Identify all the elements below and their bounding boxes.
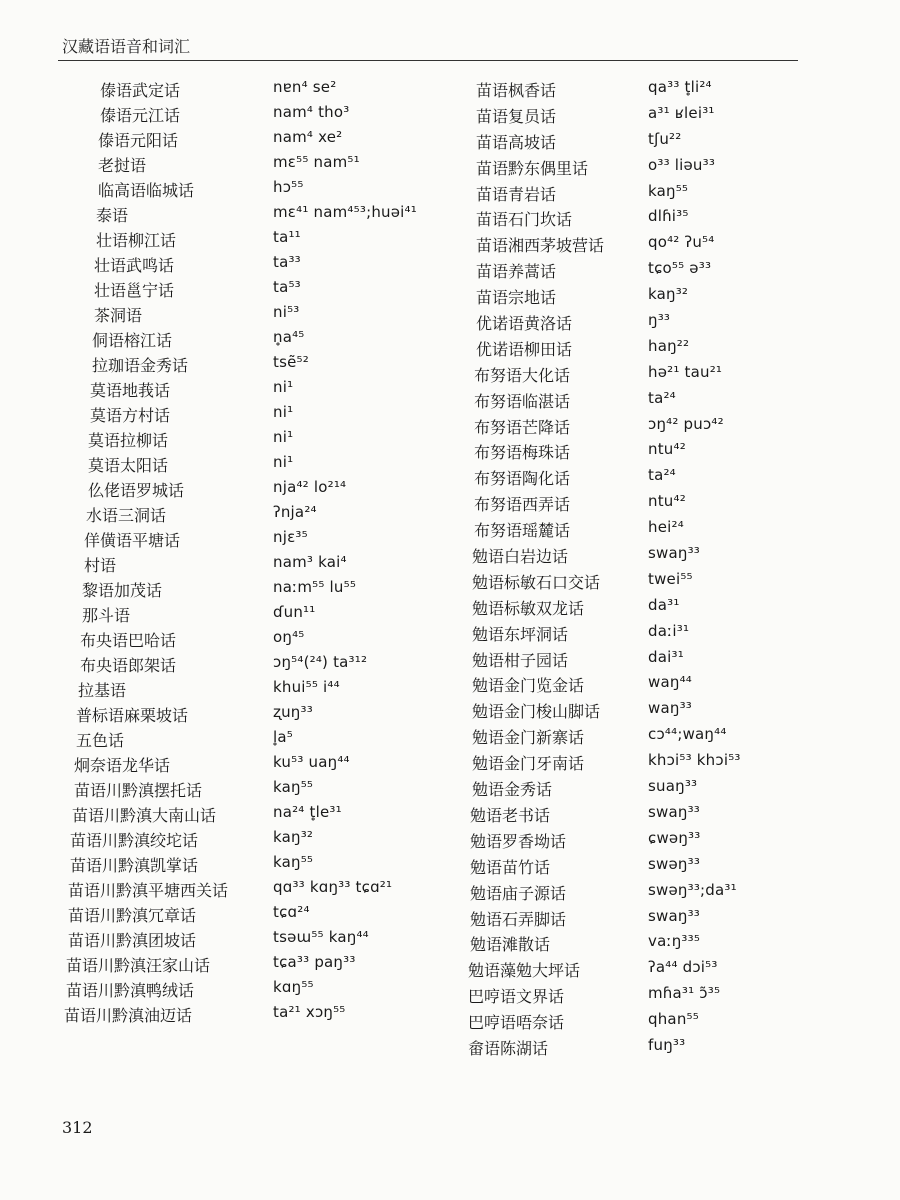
dialect-name: 莫语拉柳话: [88, 431, 169, 450]
pronunciation: nam⁴ tho³: [273, 103, 350, 121]
dialect-name: 苗语青岩话: [476, 184, 557, 204]
pronunciation: tsəɯ⁵⁵ kaŋ⁴⁴: [273, 928, 369, 946]
pronunciation: ni¹: [273, 453, 294, 471]
pronunciation: twei⁵⁵: [648, 569, 693, 588]
dialect-name: 泰语: [96, 206, 129, 225]
entry-row: [58, 878, 458, 903]
entry-row: [468, 855, 828, 881]
dialect-name: 佯僙语平塘话: [84, 531, 181, 550]
dialect-name: 勉语白岩边话: [472, 547, 569, 567]
entry-row: [468, 207, 828, 233]
pronunciation: hɔ⁵⁵: [273, 178, 304, 196]
pronunciation: hei²⁴: [648, 518, 684, 537]
pronunciation: oŋ⁴⁵: [273, 628, 305, 646]
dialect-name: 布努语大化话: [474, 365, 571, 385]
entry-row: [468, 648, 828, 674]
dialect-name: 那斗语: [82, 606, 131, 625]
dialect-name: 布央语郎架话: [80, 656, 177, 675]
dialect-name: 村语: [84, 556, 117, 575]
entry-row: [58, 478, 458, 503]
pronunciation: swaŋ³³: [648, 802, 701, 821]
running-header: 汉藏语语音和词汇: [62, 37, 191, 56]
entry-row: [468, 440, 828, 466]
pronunciation: dai³¹: [648, 647, 684, 666]
dialect-name: 巴哼语文界话: [468, 987, 565, 1007]
pronunciation: ɗun¹¹: [273, 603, 316, 621]
pronunciation: nam³ kai⁴: [273, 553, 347, 571]
entry-row: [58, 628, 458, 653]
pronunciation: qhan⁵⁵: [648, 1010, 699, 1029]
dialect-name: 勉语苗竹话: [470, 857, 551, 877]
pronunciation: tɕo⁵⁵ ə³³: [648, 259, 712, 278]
dialect-name: 布努语西弄话: [474, 495, 571, 515]
dialect-name: 莫语太阳话: [88, 456, 169, 475]
entry-row: [468, 622, 828, 648]
pronunciation: ni¹: [273, 403, 294, 421]
entry-row: [58, 378, 458, 403]
entry-row: [468, 259, 828, 285]
entry-row: [58, 78, 458, 103]
pronunciation: kaŋ⁵⁵: [648, 181, 689, 200]
entry-row: [468, 233, 828, 259]
header-rule: [58, 60, 798, 61]
dialect-name: 黎语加茂话: [82, 581, 163, 600]
entry-row: [468, 363, 828, 389]
dialect-name: 拉珈语金秀话: [92, 356, 189, 375]
dialect-name: 勉语金门牙南话: [472, 754, 585, 774]
entry-row: [468, 518, 828, 544]
pronunciation: ta³³: [273, 253, 301, 271]
pronunciation: o³³ liəu³³: [648, 155, 716, 174]
entry-row: [58, 528, 458, 553]
pronunciation: vaːŋ³³⁵: [648, 932, 701, 951]
entry-row: [468, 1010, 828, 1036]
entry-row: [58, 753, 458, 778]
entry-row: [58, 328, 458, 353]
dialect-name: 勉语石弄脚话: [470, 909, 567, 929]
left-column: [58, 78, 458, 1028]
pronunciation: mɛ⁵⁵ nam⁵¹: [273, 153, 360, 171]
dialect-name: 苗语湘西茅坡营话: [476, 236, 605, 256]
dialect-name: 侗语榕江话: [92, 331, 173, 350]
pronunciation: ɕwəŋ³³: [648, 828, 701, 847]
pronunciation: kɑŋ⁵⁵: [273, 978, 314, 996]
entry-row: [58, 503, 458, 528]
dialect-name: 勉语金门览金话: [472, 676, 585, 696]
pronunciation: hə²¹ tau²¹: [648, 362, 723, 381]
entry-row: [58, 703, 458, 728]
pronunciation: kaŋ⁵⁵: [273, 853, 314, 871]
entry-row: [58, 578, 458, 603]
entry-row: [468, 389, 828, 415]
dialect-name: 苗语石门坎话: [476, 210, 573, 230]
pronunciation: ni¹: [273, 378, 294, 396]
pronunciation: mɛ⁴¹ nam⁴⁵³;huəi⁴¹: [273, 203, 417, 221]
dialect-name: 苗语川黔滇大南山话: [72, 806, 217, 825]
entry-row: [468, 415, 828, 441]
dialect-name: 勉语柑子园话: [472, 650, 569, 670]
page-number: 312: [62, 1118, 93, 1137]
dialect-name: 勉语罗香坳话: [470, 831, 567, 851]
pronunciation: khui⁵⁵ i⁴⁴: [273, 678, 340, 696]
entry-row: [468, 881, 828, 907]
pronunciation: tɕa³³ paŋ³³: [273, 953, 356, 971]
dialect-name: 莫语地莪话: [90, 381, 171, 400]
dialect-name: 勉语标敏双龙话: [472, 598, 585, 618]
pronunciation: mɦa³¹ ɔ̃³⁵: [648, 984, 721, 1003]
pronunciation: l̥a⁵: [273, 728, 293, 746]
dialect-name: 勉语庙子源话: [470, 883, 567, 903]
pronunciation: ta¹¹: [273, 228, 301, 246]
pronunciation: ntu⁴²: [648, 492, 686, 511]
entry-row: [58, 128, 458, 153]
dialect-name: 勉语金门梭山脚话: [472, 702, 601, 722]
entry-row: [468, 958, 828, 984]
pronunciation: ta²⁴: [648, 388, 676, 407]
entry-row: [58, 603, 458, 628]
dialect-name: 茶洞语: [94, 306, 143, 325]
dialect-name: 勉语藻勉大坪话: [468, 961, 581, 981]
entry-row: [58, 203, 458, 228]
dialect-name: 布努语陶化话: [474, 469, 571, 489]
dialect-name: 壮语柳江话: [96, 231, 177, 250]
dialect-name: 普标语麻栗坡话: [76, 706, 189, 725]
pronunciation: waŋ⁴⁴: [648, 673, 692, 692]
entry-row: [468, 104, 828, 130]
pronunciation: swaŋ³³: [648, 906, 701, 925]
dialect-name: 布央语巴哈话: [80, 631, 177, 650]
entry-row: [58, 353, 458, 378]
entry-row: [468, 907, 828, 933]
pronunciation: tsẽ⁵²: [273, 353, 309, 371]
entry-row: [58, 728, 458, 753]
pronunciation: cɔ⁴⁴;waŋ⁴⁴: [648, 725, 727, 744]
pronunciation: nɐn⁴ se²: [273, 78, 337, 96]
pronunciation: swəŋ³³: [648, 854, 701, 873]
pronunciation: suaŋ³³: [648, 777, 698, 796]
dialect-name: 苗语川黔滇摆托话: [74, 781, 203, 800]
entry-row: [58, 253, 458, 278]
dialect-name: 炯奈语龙华话: [74, 756, 171, 775]
dialect-name: 苗语川黔滇冗章话: [68, 906, 197, 925]
pronunciation: ku⁵³ uaŋ⁴⁴: [273, 753, 350, 771]
pronunciation: naːm⁵⁵ lu⁵⁵: [273, 578, 357, 596]
pronunciation: dlɦi³⁵: [648, 207, 689, 226]
pronunciation: fuŋ³³: [648, 1035, 686, 1054]
dialect-name: 壮语武鸣话: [94, 256, 175, 275]
entry-row: [468, 751, 828, 777]
entry-row: [58, 428, 458, 453]
pronunciation: khɔi⁵³ khɔi⁵³: [648, 751, 741, 770]
pronunciation: nam⁴ xe²: [273, 128, 343, 146]
entry-row: [58, 778, 458, 803]
entry-row: [468, 182, 828, 208]
pronunciation: swəŋ³³;da³¹: [648, 880, 737, 899]
pronunciation: ta²⁴: [648, 466, 676, 485]
pronunciation: ʔa⁴⁴ dɔi⁵³: [648, 958, 718, 977]
entry-row: [58, 678, 458, 703]
dialect-name: 勉语金秀话: [472, 780, 553, 800]
pronunciation: ʔnja²⁴: [273, 503, 317, 521]
entry-row: [468, 130, 828, 156]
dialect-name: 优诺语黄洛话: [476, 314, 573, 334]
dialect-name: 巴哼语唔奈话: [468, 1013, 565, 1033]
entry-row: [468, 1036, 828, 1062]
dialect-name: 莫语方村话: [90, 406, 171, 425]
entry-row: [468, 78, 828, 104]
entry-row: [58, 403, 458, 428]
entry-row: [58, 903, 458, 928]
entry-row: [58, 553, 458, 578]
pronunciation: nja⁴² lo²¹⁴: [273, 478, 347, 496]
dialect-name: 优诺语柳田话: [476, 339, 573, 359]
dialect-name: 畲语陈湖话: [468, 1038, 549, 1058]
dialect-name: 苗语宗地话: [476, 288, 557, 308]
pronunciation: qa³³ t̥li²⁴: [648, 78, 712, 96]
pronunciation: qɑ³³ kɑŋ³³ tɕɑ²¹: [273, 878, 393, 896]
dialect-name: 五色话: [76, 731, 125, 750]
dialect-name: 傣语元江话: [100, 106, 181, 125]
entry-row: [58, 953, 458, 978]
pronunciation: ni⁵³: [273, 303, 300, 321]
pronunciation: ta⁵³: [273, 278, 301, 296]
pronunciation: na²⁴ t̥le³¹: [273, 803, 342, 821]
dialect-name: 苗语枫香话: [476, 81, 557, 100]
pronunciation: ni¹: [273, 428, 294, 446]
entry-row: [58, 103, 458, 128]
dialect-name: 壮语邕宁话: [94, 281, 175, 300]
entry-row: [58, 178, 458, 203]
dialect-name: 傣语武定话: [100, 81, 181, 100]
pronunciation: a³¹ ʁlei³¹: [648, 103, 715, 122]
entry-row: [468, 337, 828, 363]
pronunciation: ta²¹ xɔŋ⁵⁵: [273, 1003, 346, 1021]
dialect-name: 勉语老书话: [470, 805, 551, 825]
dialect-name: 苗语养蒿话: [476, 262, 557, 282]
entry-row: [468, 803, 828, 829]
pronunciation: haŋ²²: [648, 336, 690, 355]
dialect-name: 布努语临湛话: [474, 391, 571, 411]
entry-row: [58, 278, 458, 303]
pronunciation: daːi³¹: [648, 621, 690, 640]
entry-row: [468, 777, 828, 803]
entry-row: [58, 653, 458, 678]
pronunciation: swaŋ³³: [648, 544, 701, 563]
pronunciation: kaŋ³²: [648, 285, 689, 304]
pronunciation: n̥a⁴⁵: [273, 328, 305, 346]
entry-row: [468, 596, 828, 622]
entry-row: [58, 978, 458, 1003]
dialect-name: 傣语元阳话: [98, 131, 179, 150]
dialect-name: 布努语瑶麓话: [474, 521, 571, 541]
dialect-name: 水语三洞话: [86, 506, 167, 525]
dialect-name: 布努语梅珠话: [474, 443, 571, 463]
dialect-name: 苗语川黔滇汪家山话: [66, 956, 211, 975]
pronunciation: qo⁴² ʔu⁵⁴: [648, 233, 715, 252]
dialect-name: 仫佬语罗城话: [88, 481, 185, 500]
dialect-name: 临高语临城话: [98, 181, 195, 200]
pronunciation: tɕɑ²⁴: [273, 903, 310, 921]
entry-row: [468, 984, 828, 1010]
pronunciation: ntu⁴²: [648, 440, 686, 459]
entry-row: [58, 803, 458, 828]
entry-row: [468, 544, 828, 570]
entry-row: [468, 932, 828, 958]
dialect-name: 布努语芒降话: [474, 417, 571, 437]
entry-row: [58, 303, 458, 328]
entry-row: [468, 673, 828, 699]
dialect-name: 苗语复员话: [476, 106, 557, 126]
pronunciation: kaŋ⁵⁵: [273, 778, 314, 796]
entry-row: [468, 285, 828, 311]
dialect-name: 拉基语: [78, 681, 127, 700]
entry-row: [58, 228, 458, 253]
dialect-name: 苗语川黔滇平塘西关话: [68, 881, 229, 900]
entry-row: [468, 156, 828, 182]
pronunciation: waŋ³³: [648, 699, 692, 718]
dialect-name: 苗语川黔滇鸭绒话: [66, 981, 195, 1000]
pronunciation: ŋ³³: [648, 311, 671, 330]
pronunciation: ɔŋ⁴² puɔ⁴²: [648, 414, 724, 433]
dialect-name: 勉语东坪洞话: [472, 624, 569, 644]
entry-row: [468, 311, 828, 337]
pronunciation: njɛ³⁵: [273, 528, 308, 546]
dialect-name: 苗语川黔滇绞坨话: [70, 831, 199, 850]
dialect-name: 老挝语: [98, 156, 147, 175]
entry-row: [58, 153, 458, 178]
entry-row: [468, 699, 828, 725]
entry-row: [468, 466, 828, 492]
entry-row: [58, 853, 458, 878]
dialect-name: 苗语川黔滇凯掌话: [70, 856, 199, 875]
dialect-name: 苗语川黔滇油迈话: [64, 1006, 193, 1025]
pronunciation: ɔŋ⁵⁴(²⁴) ta³¹²: [273, 653, 368, 671]
entry-row: [468, 492, 828, 518]
dialect-name: 勉语标敏石口交话: [472, 572, 601, 592]
pronunciation: kaŋ³²: [273, 828, 314, 846]
entry-row: [58, 928, 458, 953]
entry-row: [468, 570, 828, 596]
entry-row: [468, 829, 828, 855]
entry-row: [58, 453, 458, 478]
pronunciation: tʃu²²: [648, 129, 682, 148]
dialect-name: 勉语滩散话: [470, 935, 551, 955]
pronunciation: ʐuŋ³³: [273, 703, 313, 721]
pronunciation: da³¹: [648, 595, 680, 614]
dialect-name: 苗语黔东偶里话: [476, 158, 589, 178]
dialect-name: 勉语金门新寨话: [472, 728, 585, 748]
entry-row: [468, 725, 828, 751]
dialect-name: 苗语川黔滇团坡话: [68, 931, 197, 950]
dialect-name: 苗语高坡话: [476, 132, 557, 152]
right-column: [468, 78, 828, 1062]
entry-row: [58, 828, 458, 853]
entry-row: [58, 1003, 458, 1028]
